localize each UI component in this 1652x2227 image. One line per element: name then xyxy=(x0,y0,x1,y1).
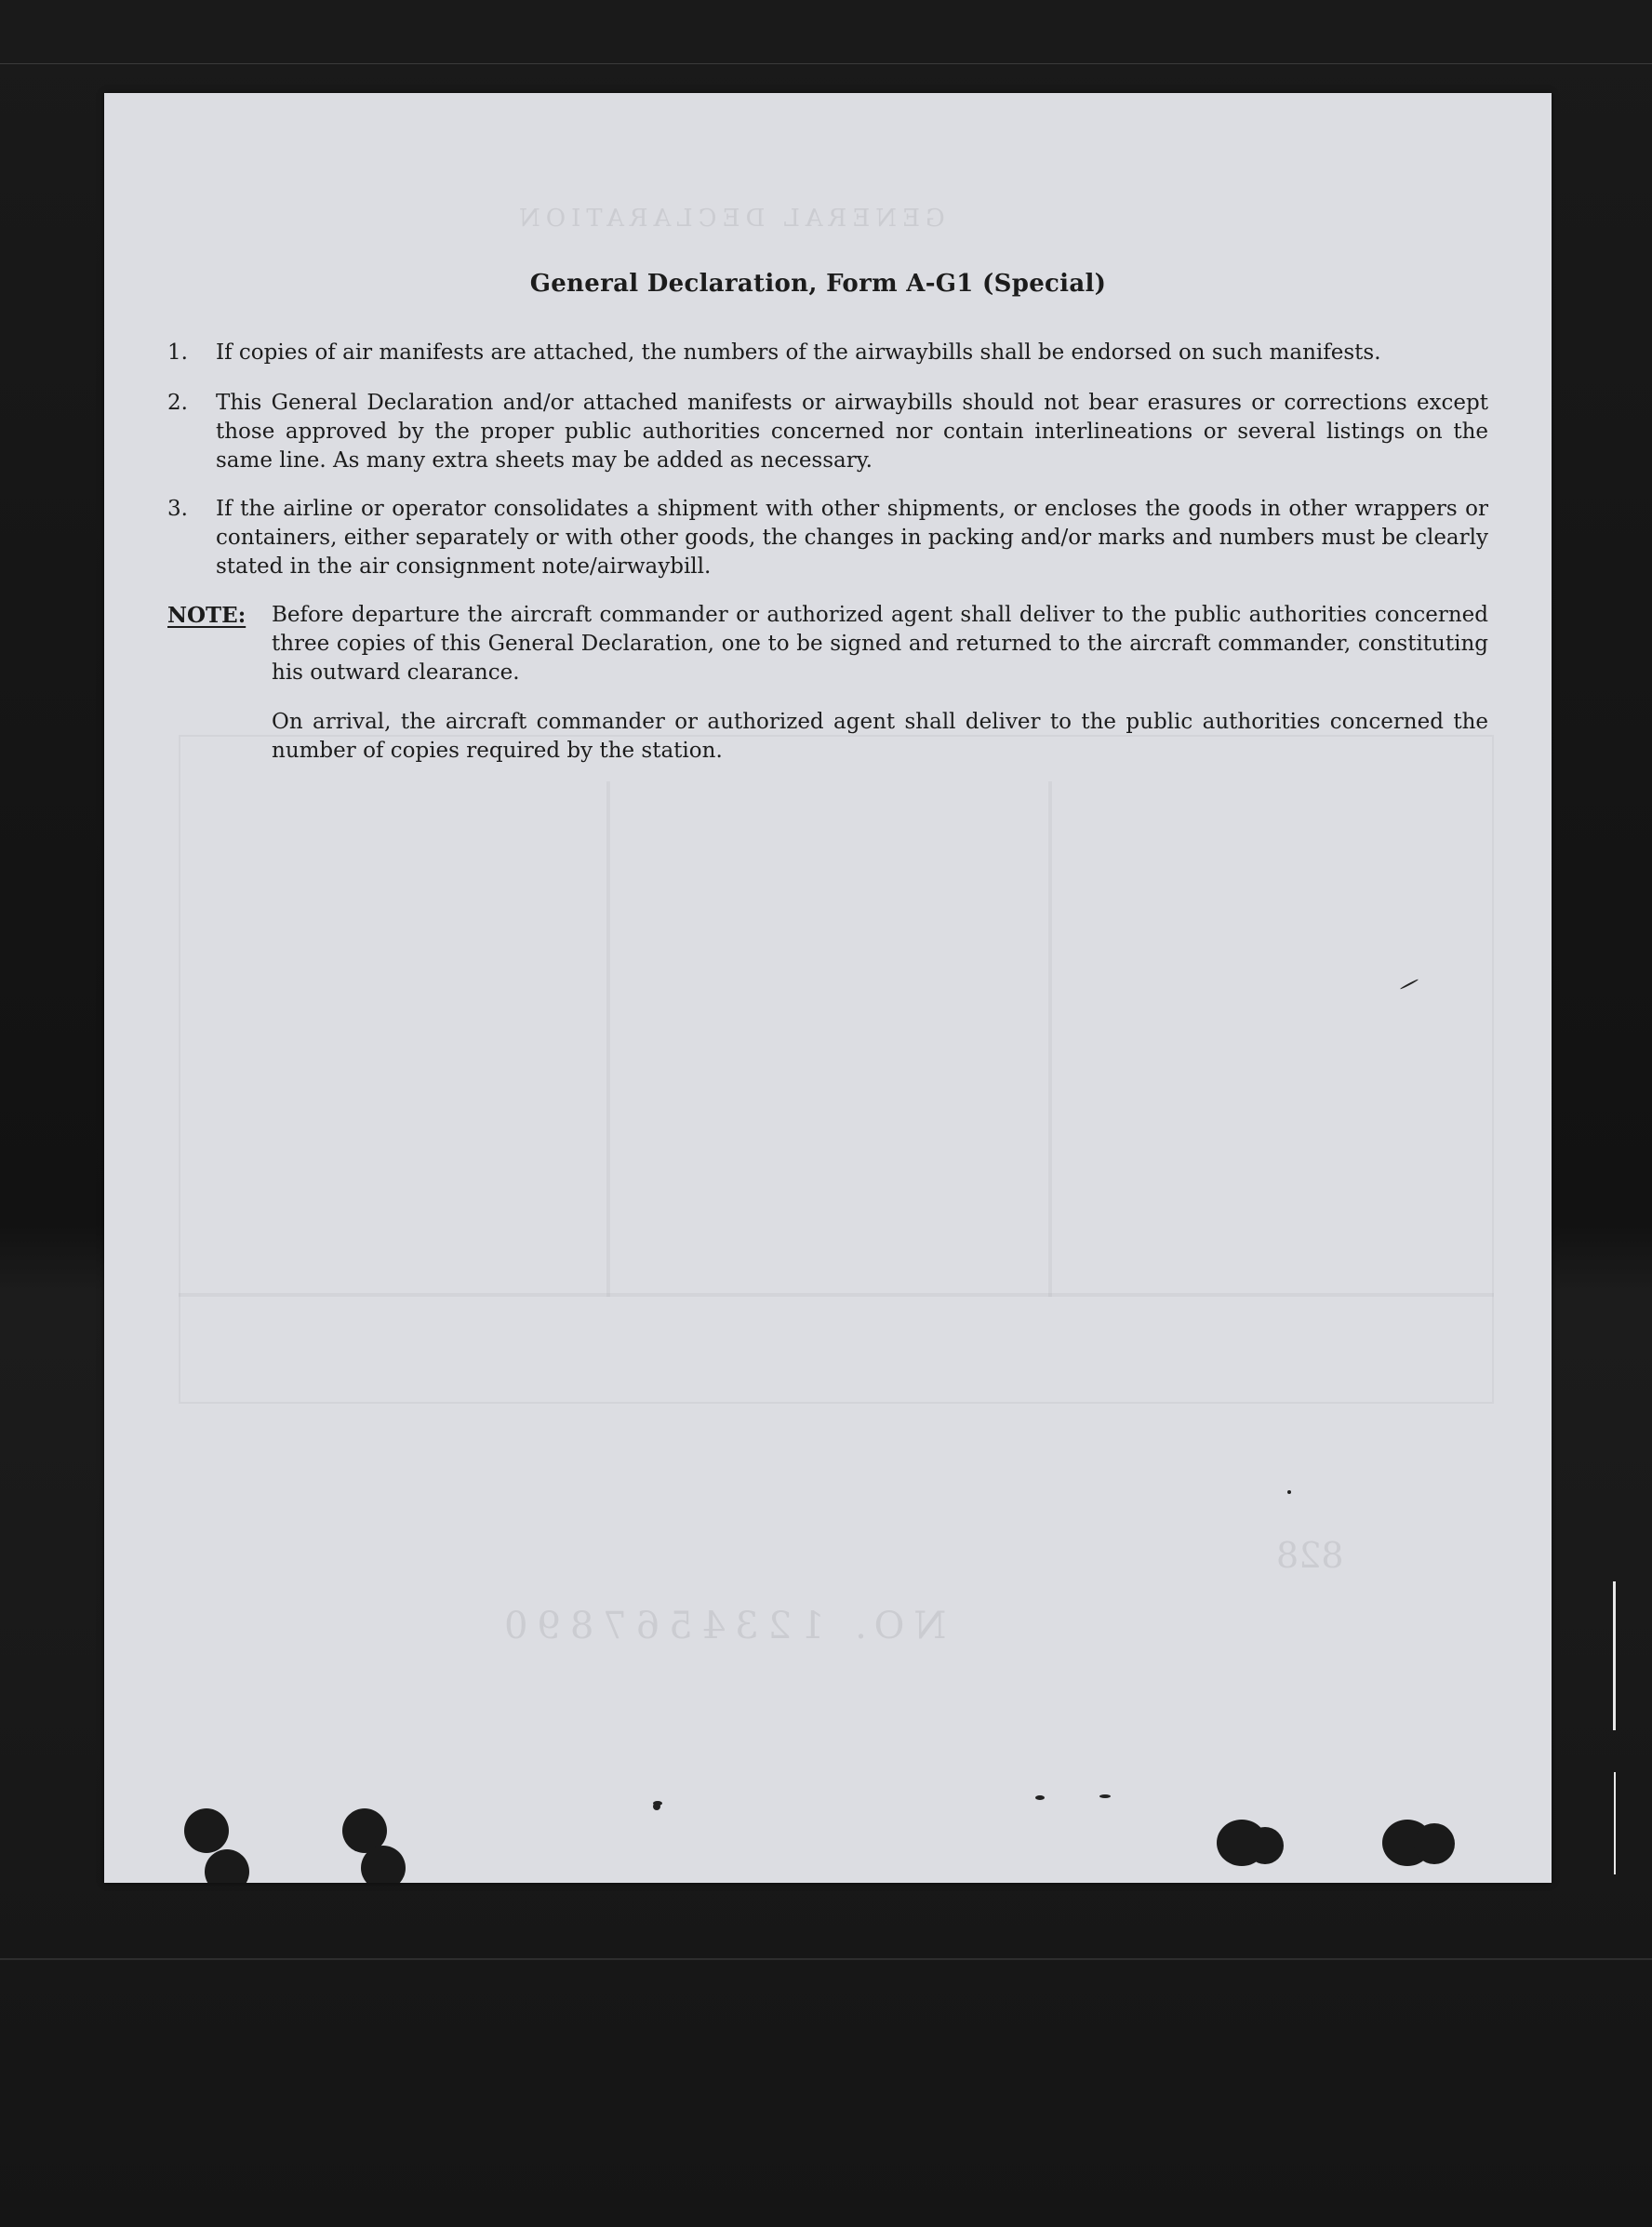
dust-speck xyxy=(1099,1794,1111,1798)
show-through-text: NO. 1234567890 xyxy=(495,1605,947,1647)
scanner-edge-line xyxy=(0,63,1652,64)
dust-speck xyxy=(1035,1795,1045,1800)
punch-hole xyxy=(361,1846,406,1883)
document-sheet xyxy=(104,93,1552,1883)
show-through-text: 828 xyxy=(1276,1535,1344,1576)
show-through-text: GENERAL DECLARATION xyxy=(513,205,945,233)
item-number: 3. xyxy=(167,497,188,521)
film-edge-mark xyxy=(1613,1581,1616,1730)
note-block-arrival xyxy=(167,708,1488,766)
punch-hole xyxy=(1414,1823,1455,1864)
document-content xyxy=(104,93,1552,1883)
dust-speck xyxy=(653,1803,660,1810)
film-edge-mark xyxy=(1614,1772,1616,1874)
scanner-edge-line xyxy=(0,1958,1652,1960)
list-item xyxy=(167,339,1488,367)
item-text: If copies of air manifests are attached, the numbers of the airwaybills shall be endorsed on such manifests. xyxy=(216,340,1381,365)
note-paragraph: Before departure the aircraft commander or authorized agent shall deliver to the public authorities concerned three copies of this General Declaration, one to be signed and returned to the aircraft commander, constituting his outward clearance. xyxy=(272,603,1488,685)
dust-speck xyxy=(1287,1490,1291,1494)
note-paragraph: On arrival, the aircraft commander or authorized agent shall deliver to the public authorities concerned the number of copies required by the station. xyxy=(272,710,1488,763)
item-text: If the airline or operator consolidates a shipment with other shipments, or encloses the goods in other wrappers or containers, either separately or with other goods, the changes in packing and/or marks and numbers must be clearly stated in the air consignment note/airwaybill. xyxy=(216,497,1488,579)
item-number: 1. xyxy=(167,340,188,365)
punch-hole xyxy=(1246,1827,1284,1864)
punch-hole xyxy=(184,1808,229,1853)
item-number: 2. xyxy=(167,391,188,415)
note-label: NOTE: xyxy=(167,603,246,628)
note-block xyxy=(167,601,1488,687)
item-text: This General Declaration and/or attached manifests or airwaybills should not bear erasures or corrections except those approved by the proper public authorities concerned nor contain interlineations or several listings on the same line. As many extra sheets may be added as necessary. xyxy=(216,391,1488,473)
list-item xyxy=(167,495,1488,581)
document-title: General Declaration, Form A-G1 (Special) xyxy=(529,270,1107,298)
list-item xyxy=(167,389,1488,475)
